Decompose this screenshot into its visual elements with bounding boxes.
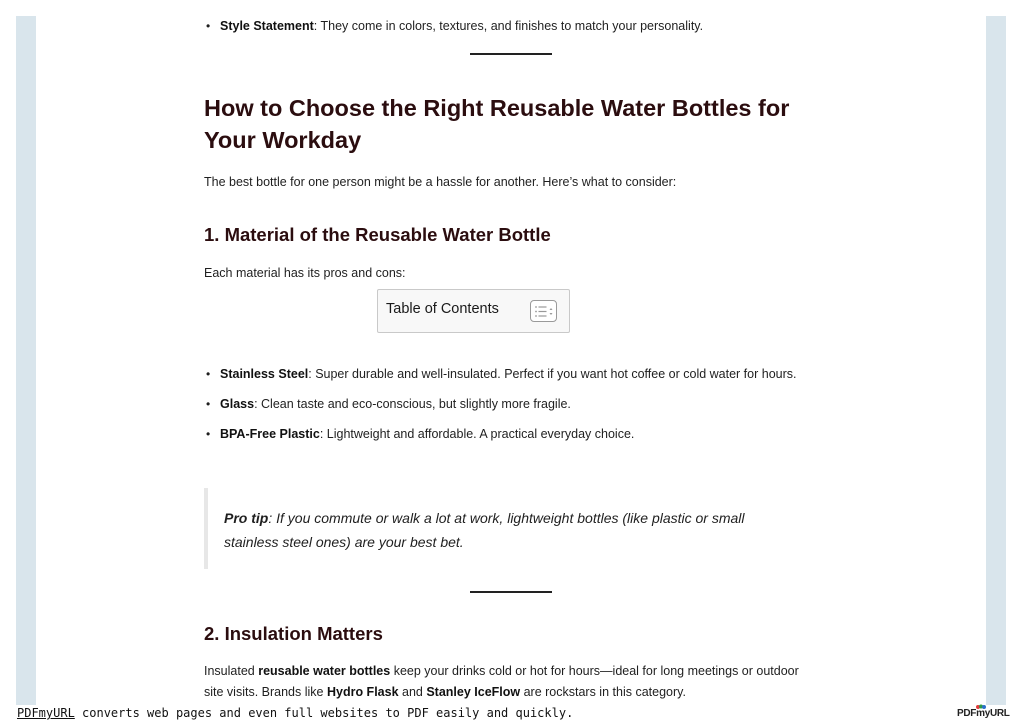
bullet-text: : They come in colors, textures, and finishes to match your personality.	[313, 19, 704, 33]
intro-paragraph: The best bottle for one person might be a hassle for another. Here’s what to consider:	[204, 175, 677, 189]
pro-tip-quote	[204, 488, 808, 569]
section-divider	[470, 591, 552, 593]
material-list	[204, 364, 804, 445]
list-toggle-icon[interactable]	[530, 300, 557, 322]
page-sheet	[36, 16, 986, 706]
page-frame	[16, 16, 1006, 706]
section-divider	[470, 53, 552, 55]
list-item	[204, 364, 804, 385]
section1-heading: 1. Material of the Reusable Water Bottle	[204, 224, 551, 245]
list-item	[204, 424, 804, 445]
bullet-bold-label: BPA-Free Plastic	[220, 427, 320, 441]
bullet-bold-label: Style Statement	[220, 19, 314, 33]
pdf-footer	[0, 705, 1023, 723]
bullet-text: : Lightweight and affordable. A practical everyday choice.	[319, 427, 635, 441]
bullet-bold-label: Stainless Steel	[220, 367, 309, 381]
pro-tip-text: Pro tip: If you commute or walk a lot at work, lightweight bottles (like plastic or small stainless steel ones) are your best bet.	[224, 510, 745, 550]
bullet-text: : Clean taste and eco-conscious, but slightly more fragile.	[254, 397, 571, 411]
section2-paragraph: Insulated reusable water bottles keep your drinks cold or hot for hours—ideal for long meetings or outdoor site visits. Brands like Hydro Flask and Stanley IceFlow are rockstars in this category.	[204, 664, 799, 699]
top-bullet-list	[204, 16, 703, 37]
pdfmyurl-logo[interactable]: PDFmyURL	[957, 708, 1010, 719]
list-item	[204, 394, 804, 415]
bullet-bold-label: Glass	[220, 397, 255, 411]
section1-lead: Each material has its pros and cons:	[204, 266, 406, 280]
table-of-contents[interactable]	[377, 289, 570, 333]
bullet-text: : Super durable and well-insulated. Perfect if you want hot coffee or cold water for hours.	[308, 367, 797, 381]
section2-heading: 2. Insulation Matters	[204, 623, 383, 644]
list-item	[204, 16, 703, 37]
page-title: How to Choose the Right Reusable Water Bottles for Your Workday	[204, 95, 790, 153]
footer-text: PDFmyURL converts web pages and even full websites to PDF easily and quickly.	[17, 706, 574, 720]
toc-title: Table of Contents	[386, 301, 499, 317]
pdfmyurl-link[interactable]: PDFmyURL	[17, 706, 75, 720]
